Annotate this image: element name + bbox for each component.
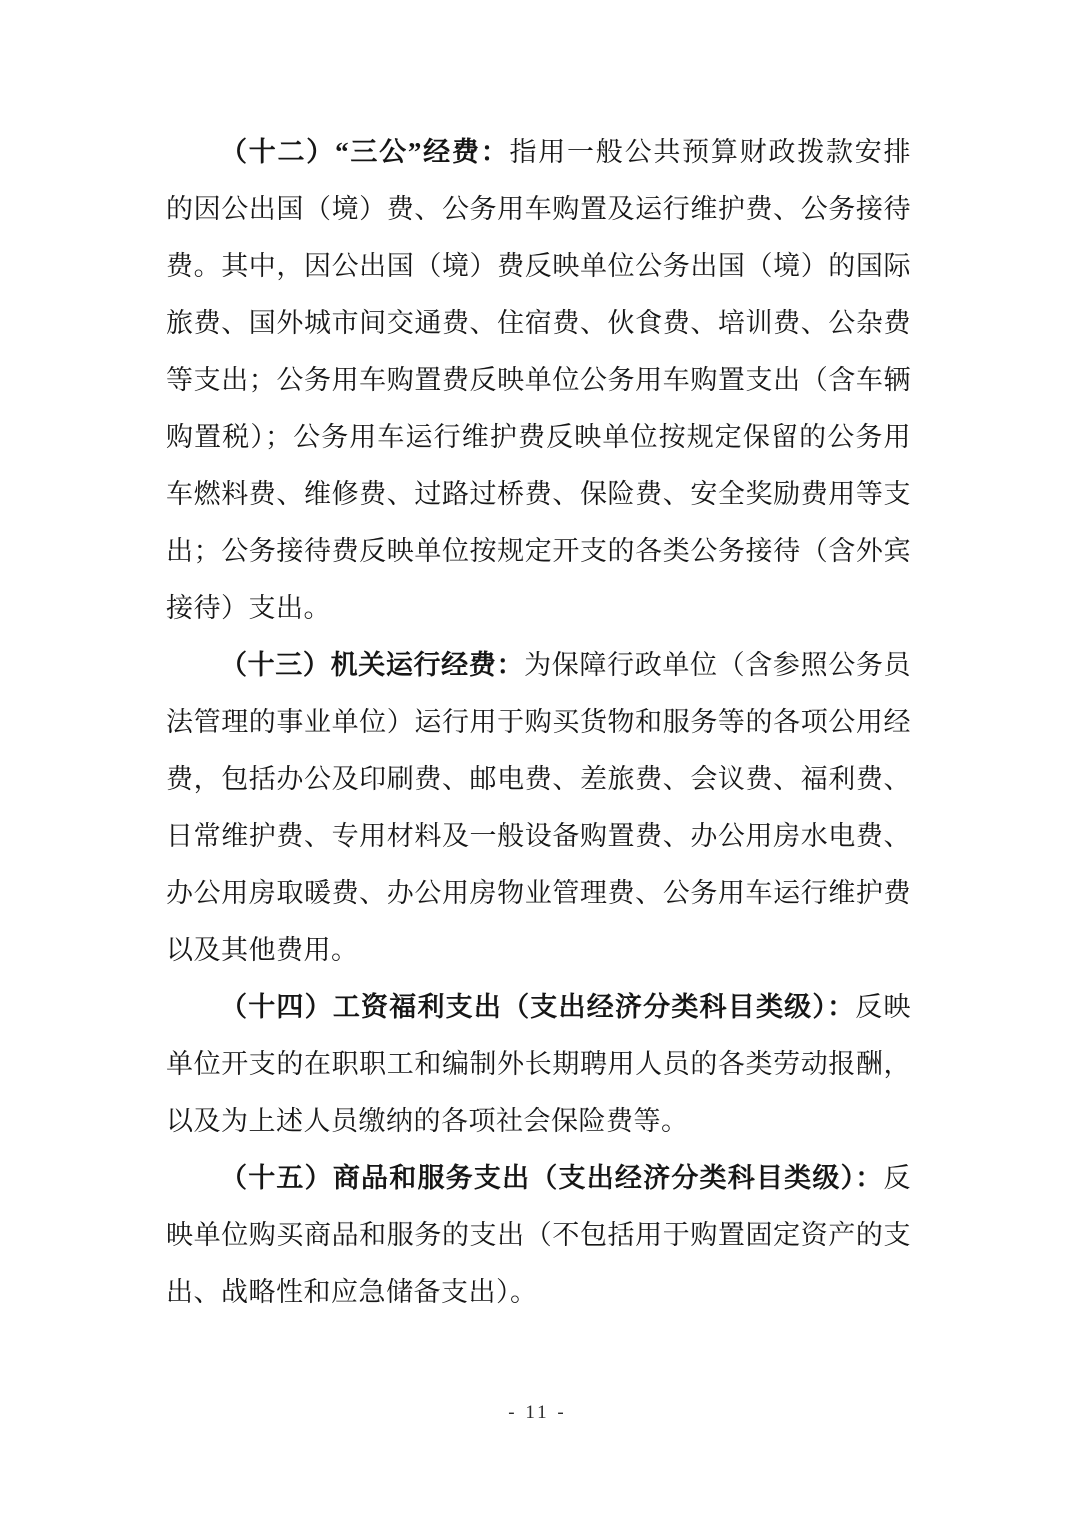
document-body <box>166 124 911 1321</box>
line-text: 旅费、国外城市间交通费、住宿费、伙食费、培训费、公杂费 <box>166 308 911 338</box>
text-line <box>166 637 911 694</box>
text-line <box>166 922 911 979</box>
clause-heading: （十二）“三公”经费： <box>220 137 510 167</box>
text-line <box>166 1150 911 1207</box>
clause-heading: （十五）商品和服务支出（支出经济分类科目类级）： <box>220 1163 884 1193</box>
text-line <box>166 295 911 352</box>
line-text: 日常维护费、专用材料及一般设备购置费、办公用房水电费、 <box>166 821 911 851</box>
text-line <box>166 523 911 580</box>
text-line <box>166 1093 911 1150</box>
text-line <box>166 1207 911 1264</box>
line-text: 购置税）；公务用车运行维护费反映单位按规定保留的公务用 <box>166 422 911 452</box>
line-text: 以及其他费用。 <box>166 935 359 965</box>
line-text: 反映 <box>855 992 911 1022</box>
line-text: 接待）支出。 <box>166 593 331 623</box>
line-text: 等支出；公务用车购置费反映单位公务用车购置支出（含车辆 <box>166 365 911 395</box>
text-line <box>166 1264 911 1321</box>
line-text: 办公用房取暖费、办公用房物业管理费、公务用车运行维护费 <box>166 878 911 908</box>
text-line <box>166 580 911 637</box>
text-line <box>166 238 911 295</box>
paragraph-clause-15 <box>166 1150 911 1321</box>
paragraph-clause-14 <box>166 979 911 1150</box>
line-text: 指用一般公共预算财政拨款安排 <box>509 137 911 167</box>
text-line <box>166 409 911 466</box>
line-text: 以及为上述人员缴纳的各项社会保险费等。 <box>166 1106 689 1136</box>
line-text: 出；公务接待费反映单位按规定开支的各类公务接待（含外宾 <box>166 536 911 566</box>
paragraph-clause-12 <box>166 124 911 637</box>
text-line <box>166 124 911 181</box>
line-text: 映单位购买商品和服务的支出（不包括用于购置固定资产的支 <box>166 1220 911 1250</box>
line-text: 的因公出国（境）费、公务用车购置及运行维护费、公务接待 <box>166 194 911 224</box>
line-text: 法管理的事业单位）运行用于购买货物和服务等的各项公用经 <box>166 707 911 737</box>
text-line <box>166 694 911 751</box>
text-line <box>166 979 911 1036</box>
line-text: 费，包括办公及印刷费、邮电费、差旅费、会议费、福利费、 <box>166 764 911 794</box>
clause-heading: （十四）工资福利支出（支出经济分类科目类级）： <box>220 992 856 1022</box>
text-line <box>166 751 911 808</box>
text-line <box>166 352 911 409</box>
line-text: 单位开支的在职职工和编制外长期聘用人员的各类劳动报酬， <box>166 1049 911 1079</box>
line-text: 反 <box>883 1163 911 1193</box>
page-number: - 11 - <box>508 1402 567 1423</box>
text-line <box>166 181 911 238</box>
text-line <box>166 865 911 922</box>
text-line <box>166 466 911 523</box>
line-text: 为保障行政单位（含参照公务员 <box>524 650 911 680</box>
text-line <box>166 808 911 865</box>
line-text: 费。其中，因公出国（境）费反映单位公务出国（境）的国际 <box>166 251 911 281</box>
paragraph-clause-13 <box>166 637 911 979</box>
text-line <box>166 1036 911 1093</box>
line-text: 车燃料费、维修费、过路过桥费、保险费、安全奖励费用等支 <box>166 479 911 509</box>
line-text: 出、战略性和应急储备支出）。 <box>166 1277 538 1307</box>
clause-heading: （十三）机关运行经费： <box>220 650 525 680</box>
